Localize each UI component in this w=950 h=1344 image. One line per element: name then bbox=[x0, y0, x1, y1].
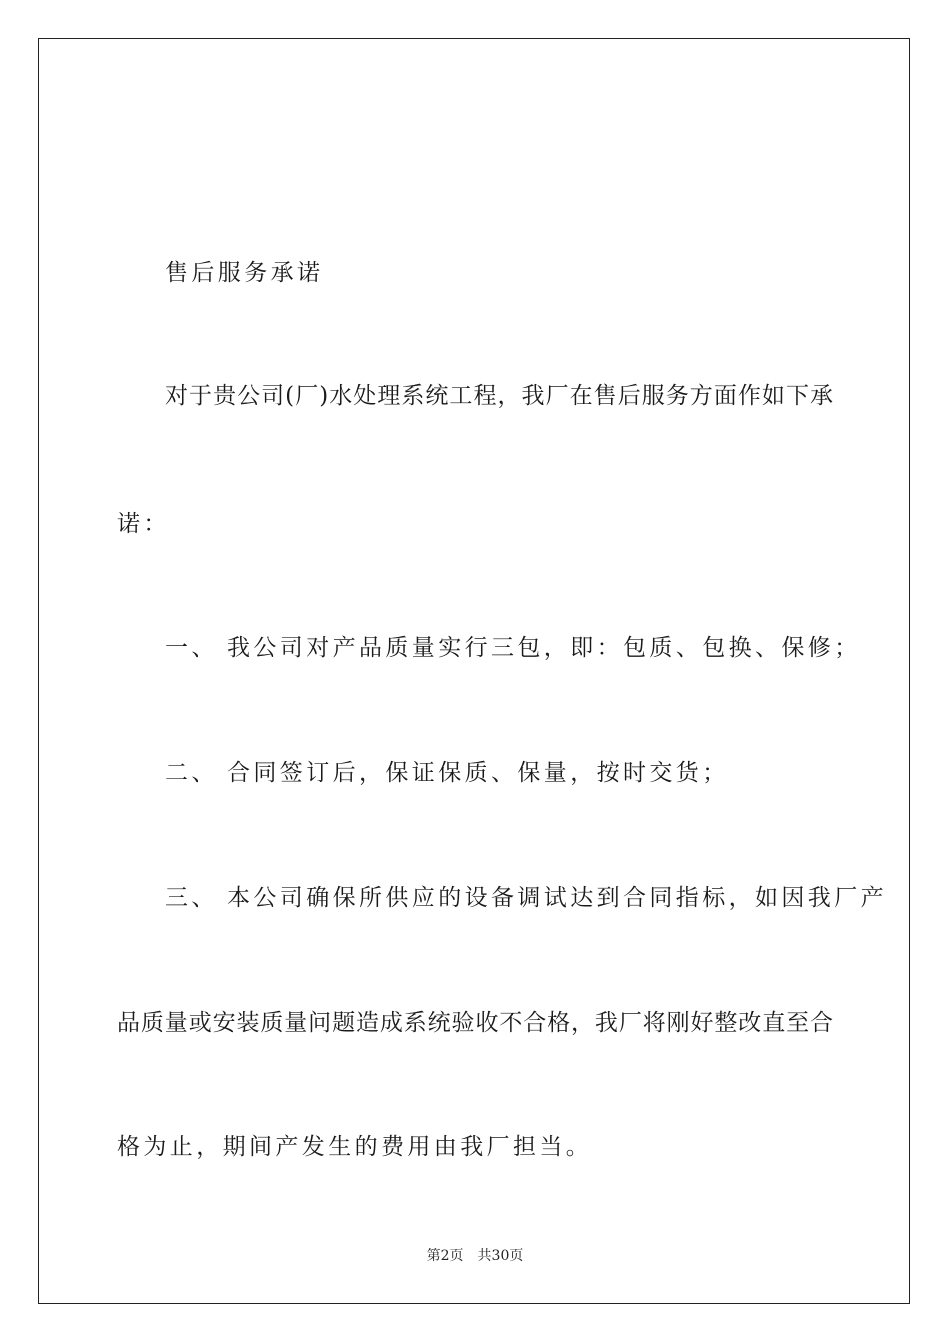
list-item-3-continuation-1: 品质量或安装质量问题造成系统验收不合格，我厂将刚好整改直至合 bbox=[117, 1010, 833, 1036]
page-footer bbox=[0, 1247, 950, 1265]
list-item-2-text: 合同签订后，保证保质、保量，按时交货； bbox=[227, 760, 729, 786]
list-item-2-number: 二、 bbox=[165, 760, 218, 786]
list-item-3-continuation-2: 格为止，期间产发生的费用由我厂担当。 bbox=[117, 1134, 593, 1160]
list-item-1-text: 我公司对产品质量实行三包，即：包质、包换、保修； bbox=[227, 635, 861, 661]
intro-paragraph-line-2: 诺： bbox=[117, 511, 170, 537]
page-number: 第2页 bbox=[426, 1248, 464, 1264]
page-border bbox=[38, 38, 910, 1304]
intro-paragraph-line-1: 对于贵公司(厂)水处理系统工程，我厂在售后服务方面作如下承 bbox=[165, 383, 833, 409]
list-item-3 bbox=[165, 882, 887, 914]
list-item-1 bbox=[165, 632, 861, 664]
list-item-3-number: 三、 bbox=[165, 885, 218, 911]
list-item-3-text: 本公司确保所供应的设备调试达到合同指标，如因我厂产 bbox=[227, 885, 887, 911]
list-item-2 bbox=[165, 757, 833, 789]
list-item-1-number: 一、 bbox=[165, 635, 218, 661]
total-pages: 共30页 bbox=[477, 1248, 524, 1264]
document-title: 售后服务承诺 bbox=[165, 260, 324, 286]
